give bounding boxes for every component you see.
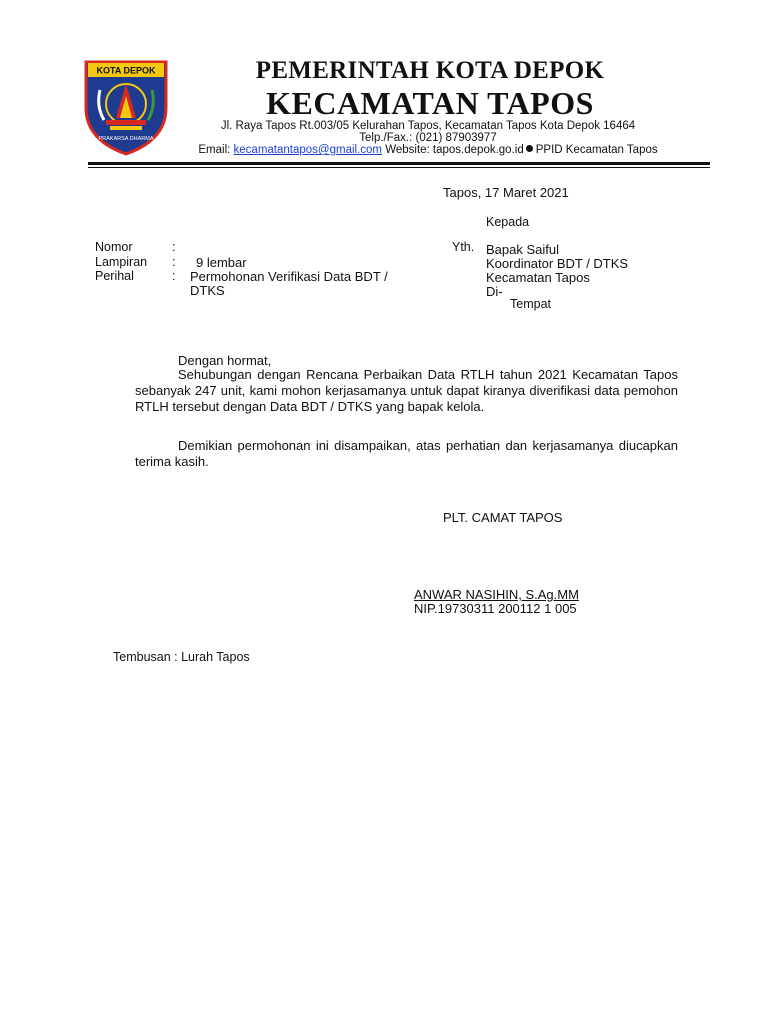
perihal-colon: : [172,269,176,283]
letterhead-district: KECAMATAN TAPOS [266,85,594,121]
letterhead-divider-thick [88,162,710,165]
salutation: Dengan hormat, [178,353,272,368]
logo-text-bottom: PRAKARSA DHARMA [98,136,154,142]
letter-date: Tapos, 17 Maret 2021 [443,185,569,200]
perihal-line2: DTKS [190,283,225,298]
email-label: Email: [198,144,231,156]
signature-title: PLT. CAMAT TAPOS [443,510,563,525]
recipient-position: Koordinator BDT / DTKS [486,256,629,271]
recipient-kepada: Kepada [486,215,530,229]
recipient-tempat: Tempat [510,297,551,311]
kota-depok-emblem-logo [82,60,170,156]
bullet-dot-icon [526,145,533,152]
lampiran-label: Lampiran [95,255,148,269]
perihal-label: Perihal [95,269,134,283]
nomor-colon: : [172,240,176,254]
signature-nip: NIP.19730311 200112 1 005 [414,601,577,616]
letterhead-government: PEMERINTAH KOTA DEPOK [255,57,605,84]
recipient-name: Bapak Saiful [486,242,559,257]
website-text: Website: tapos.depok.go.id [385,144,524,156]
signature-name: ANWAR NASIHIN, S.Ag.MM [414,587,579,602]
recipient-office: Kecamatan Tapos [486,270,590,285]
perihal-line1: Permohonan Verifikasi Data BDT / [190,269,388,284]
letterhead-divider-thin [88,167,710,168]
recipient-di: Di- [486,284,503,299]
recipient-yth: Yth. [452,240,475,254]
body-paragraph-1: Sehubungan dengan Rencana Perbaikan Data RTLH tahun 2021 Kecamatan Tapos sebanyak 247 unit, kami mohon kerjasamanya untuk dapat kiranya diverifikasi data pemohon RTLH tersebut dengan Data BDT / DTKS yang bapak kelola. [135,367,678,414]
email-link[interactable]: kecamatantapos@gmail.com [233,144,382,156]
logo-text-top: KOTA DEPOK [96,65,156,76]
body-paragraph-2: Demikian permohonan ini disampaikan, atas perhatian dan kerjasamanya diucapkan terima kasih. [135,438,678,469]
letterhead-contact-line [168,144,688,156]
lampiran-colon: : [172,255,176,269]
letterhead-address: Jl. Raya Tapos Rt.003/05 Kelurahan Tapos, Kecamatan Tapos Kota Depok 16464 [220,120,636,132]
nomor-label: Nomor [95,240,133,254]
lampiran-value: 9 lembar [196,255,247,270]
ppid-text: PPID Kecamatan Tapos [535,144,658,156]
letterhead-telp: Telp./Fax.: (021) 87903977 [359,132,497,144]
tembusan: Tembusan : Lurah Tapos [113,650,250,664]
